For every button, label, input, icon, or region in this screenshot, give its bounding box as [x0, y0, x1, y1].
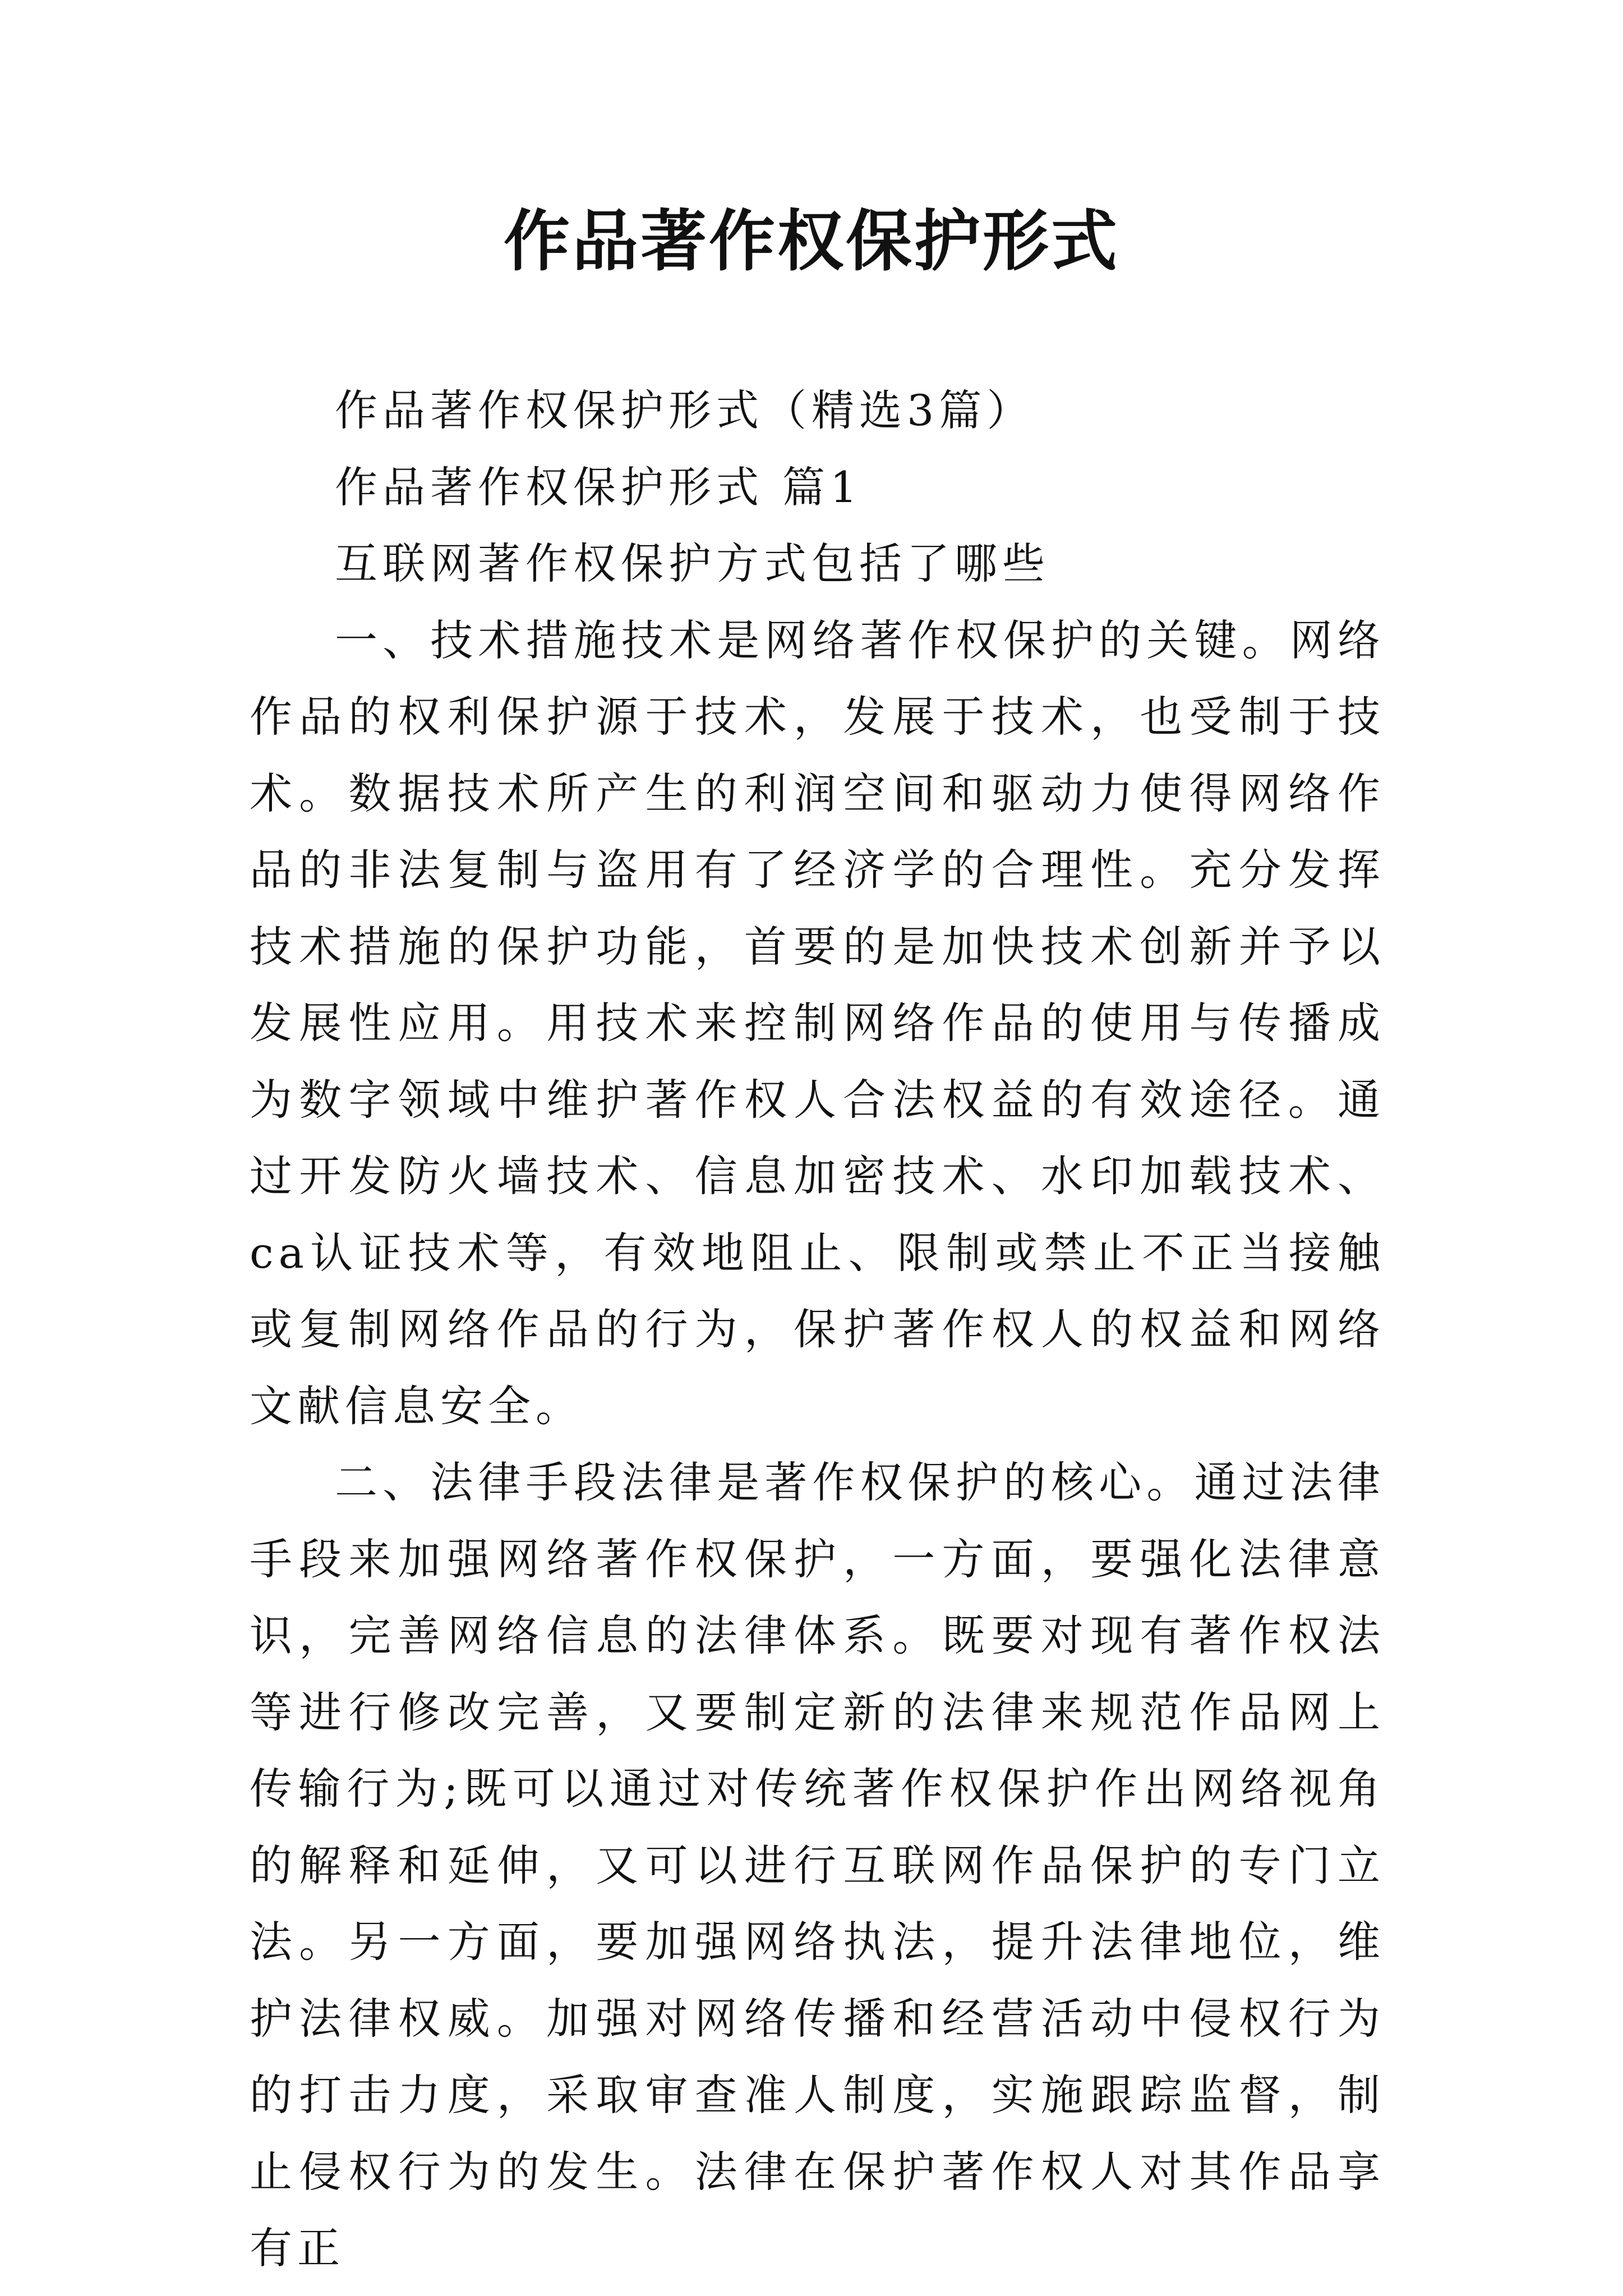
- body-paragraph: 一、技术措施技术是网络著作权保护的关键。网络作品的权利保护源于技术，发展于技术，也受制于技术。数据技术所产生的利润空间和驱动力使得网络作品的非法复制与盗用有了经济学的合理性。充分发挥技术措施的保护功能，首要的是加快技术创新并予以发展性应用。用技术来控制网络作品的使用与传播成为数字领域中维护著作权人合法权益的有效途径。通过开发防火墙技术、信息加密技术、水印加载技术、ca认证技术等，有效地阻止、限制或禁止不正当接触或复制网络作品的行为，保护著作权人的权益和网络文献信息安全。: [250, 615, 1385, 1431]
- document-body: [250, 372, 1385, 2287]
- section-heading: 作品著作权保护形式 篇1: [335, 462, 863, 512]
- document-title: 作品著作权保护形式: [503, 202, 1119, 280]
- subtitle-paragraph: 作品著作权保护形式（精选3篇）: [335, 385, 1035, 435]
- body-paragraph: 二、法律手段法律是著作权保护的核心。通过法律手段来加强网络著作权保护，一方面，要强化法律意识，完善网络信息的法律体系。既要对现有著作权法等进行修改完善，又要制定新的法律来规范作品网上传输行为;既可以通过对传统著作权保护作出网络视角的解释和延伸，又可以进行互联网作品保护的专门立法。另一方面，要加强网络执法，提升法律地位，维护法律权威。加强对网络传播和经营活动中侵权行为的打击力度，采取审查准人制度，实施跟踪监督，制止侵权行为的发生。法律在保护著作权人对其作品享有正: [250, 1457, 1385, 2273]
- question-heading: 互联网著作权保护方式包括了哪些: [335, 539, 1050, 588]
